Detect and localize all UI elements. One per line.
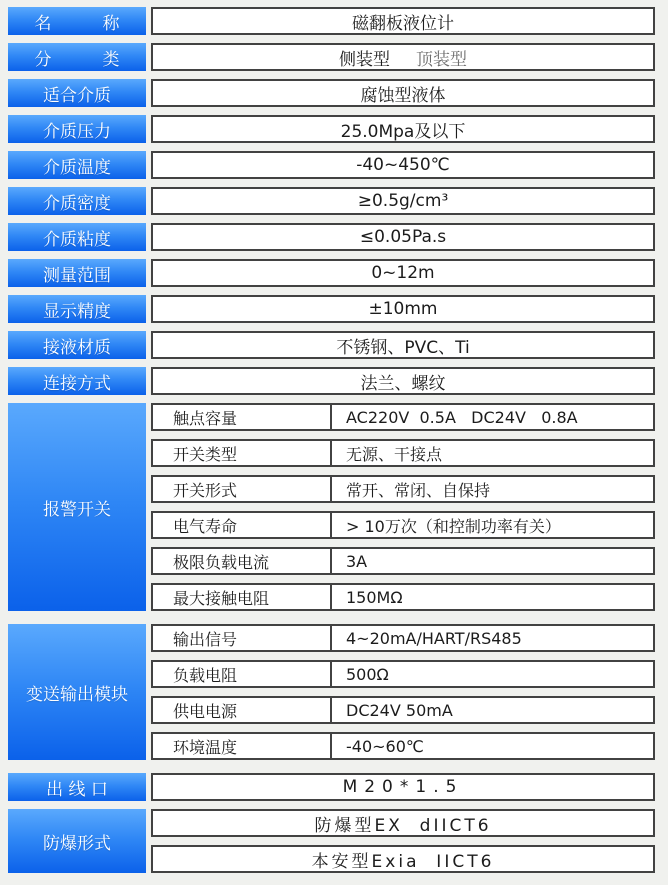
row-value: ≥0.5g/cm³ [151, 187, 655, 215]
sub-row-value: DC24V 50mA [346, 700, 453, 720]
sub-row-name: 最大接触电阻 [153, 585, 332, 609]
sub-row-max-contact-resistance [151, 583, 655, 611]
row-value: ±10mm [151, 295, 655, 323]
row-label: 测量范围 [8, 259, 146, 287]
row-value: ≤0.05Pa.s [151, 223, 655, 251]
spec-row-classification [8, 43, 655, 71]
row-label: 连接方式 [8, 367, 146, 395]
sub-row-contact-capacity [151, 403, 655, 431]
row-label: 介质温度 [8, 151, 146, 179]
sub-row-value: 常开、常闭、自保持 [346, 480, 491, 500]
spec-row-connection [8, 367, 655, 395]
sub-row-name: 输出信号 [153, 626, 332, 650]
spec-row-range [8, 259, 655, 287]
row-label: 介质压力 [8, 115, 146, 143]
row-label: 显示精度 [8, 295, 146, 323]
group-label: 报警开关 [8, 403, 146, 611]
sub-row-ambient-temperature [151, 732, 655, 760]
explosion-proof-exia-row: 本安型Exia IICT6 [151, 845, 655, 873]
spec-row-name [8, 7, 655, 35]
sub-row-name: 极限负载电流 [153, 549, 332, 573]
sub-row-name: 开关形式 [153, 477, 332, 501]
sub-row-name: 触点容量 [153, 405, 332, 429]
row-value: 不锈钢、PVC、Ti [151, 331, 655, 359]
alarm-switch-rows [151, 403, 655, 611]
row-value: 腐蚀型液体 [151, 79, 655, 107]
alarm-switch-group [8, 403, 655, 611]
row-label: 适合介质 [8, 79, 146, 107]
sub-row-value: 4~20mA/HART/RS485 [346, 628, 522, 648]
sub-row-power-supply [151, 696, 655, 724]
sub-row-value: 500Ω [346, 664, 389, 684]
row-label: 分 类 [8, 43, 146, 71]
row-value: -40~450℃ [151, 151, 655, 179]
explosion-proof-group [8, 809, 655, 873]
spec-row-accuracy [8, 295, 655, 323]
sub-row-output-signal [151, 624, 655, 652]
row-value: M20*1.5 [151, 773, 655, 801]
sub-row-name: 开关类型 [153, 441, 332, 465]
spec-row-temperature [8, 151, 655, 179]
spec-row-wetted-material [8, 331, 655, 359]
spec-row-density [8, 187, 655, 215]
sub-row-switch-form [151, 475, 655, 503]
row-value: 25.0Mpa及以下 [151, 115, 655, 143]
row-label: 出 线 口 [8, 773, 146, 801]
row-label: 介质密度 [8, 187, 146, 215]
classification-top-mounted: 顶装型 [416, 49, 467, 70]
row-label: 介质粘度 [8, 223, 146, 251]
row-label: 接液材质 [8, 331, 146, 359]
group-label: 防爆形式 [8, 809, 146, 873]
row-value: 磁翻板液位计 [151, 7, 655, 35]
row-label: 名 称 [8, 7, 146, 35]
sub-row-value: -40~60℃ [346, 736, 424, 756]
spec-row-medium [8, 79, 655, 107]
sub-row-name: 供电电源 [153, 698, 332, 722]
classification-side-mounted: 侧装型 [339, 49, 390, 70]
sub-row-name: 电气寿命 [153, 513, 332, 537]
sub-row-value: 无源、干接点 [346, 444, 443, 464]
sub-row-name: 负载电阻 [153, 662, 332, 686]
explosion-proof-rows [151, 809, 655, 873]
spec-row-viscosity [8, 223, 655, 251]
transmitter-rows [151, 624, 655, 760]
sub-row-value: > 10万次（和控制功率有关） [346, 516, 561, 536]
sub-row-switch-type [151, 439, 655, 467]
sub-row-limit-load-current [151, 547, 655, 575]
row-value: 法兰、螺纹 [151, 367, 655, 395]
row-value: 0~12m [151, 259, 655, 287]
sub-row-value: 150MΩ [346, 587, 403, 607]
sub-row-value: AC220V 0.5A DC24V 0.8A [346, 407, 578, 427]
sub-row-name: 环境温度 [153, 734, 332, 758]
sub-row-value: 3A [346, 551, 368, 571]
row-value [151, 43, 655, 71]
transmitter-module-group [8, 624, 655, 760]
sub-row-electrical-life [151, 511, 655, 539]
spec-row-cable-outlet [8, 773, 655, 801]
explosion-proof-ex-row: 防爆型EX dIICT6 [151, 809, 655, 837]
spec-row-pressure [8, 115, 655, 143]
group-label: 变送输出模块 [8, 624, 146, 760]
sub-row-load-resistance [151, 660, 655, 688]
